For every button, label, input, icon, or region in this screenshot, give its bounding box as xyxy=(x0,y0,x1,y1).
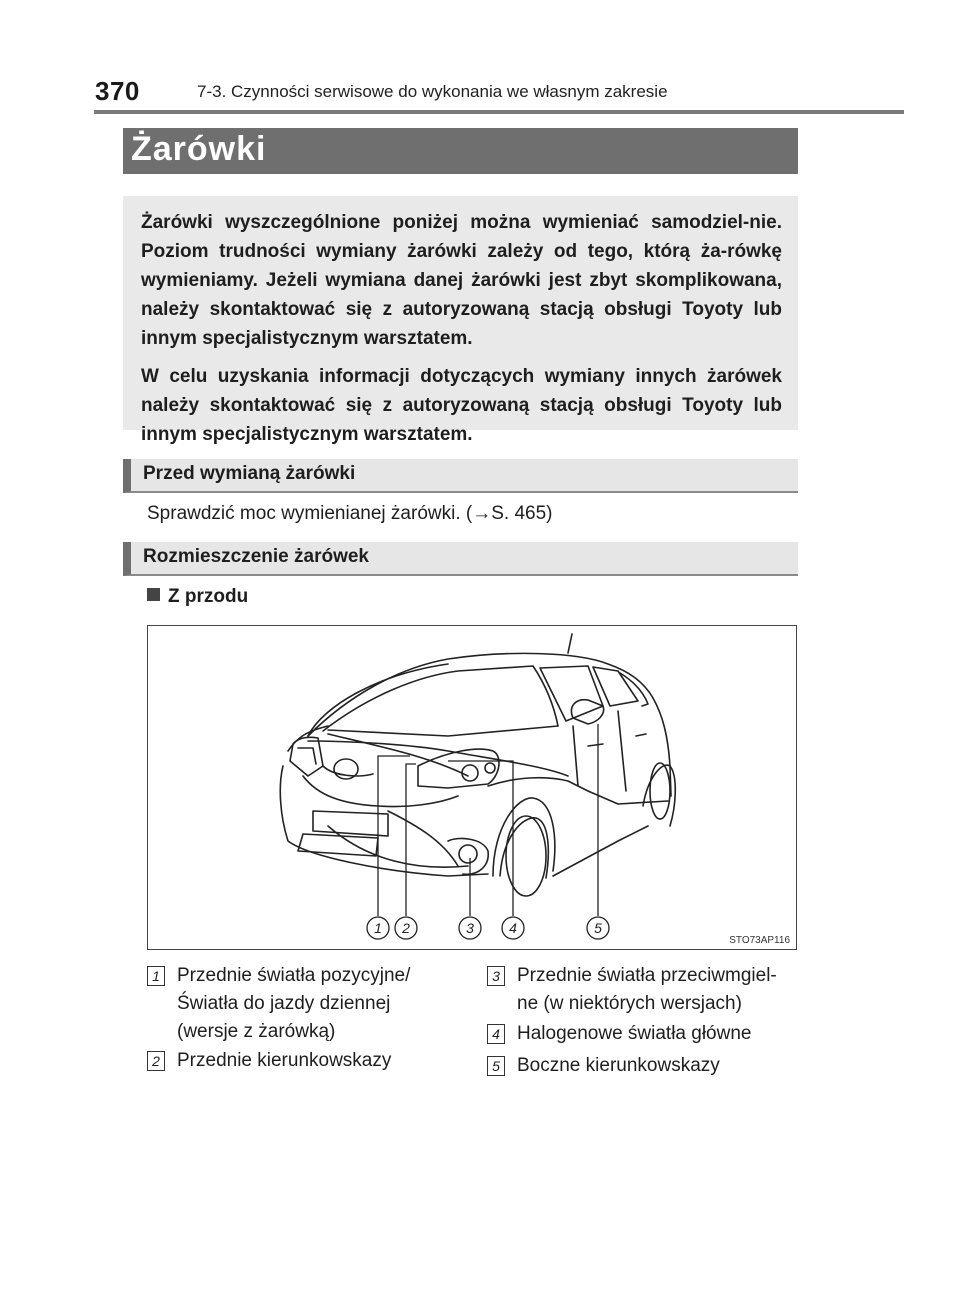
section-heading-label: Rozmieszczenie żarówek xyxy=(143,546,369,567)
section-heading-bulb-locations xyxy=(123,542,798,576)
callout-label: 1 xyxy=(374,920,382,936)
legend-text-line: Halogenowe światła główne xyxy=(517,1023,752,1044)
page-title: Żarówki xyxy=(131,130,267,168)
intro-box xyxy=(123,196,798,445)
subheading-label: Z przodu xyxy=(168,586,249,607)
legend-text-line: Przednie kierunkowskazy xyxy=(177,1050,392,1071)
legend-number: 2 xyxy=(147,1051,165,1071)
section-heading-label: Przed wymianą żarówki xyxy=(143,463,356,484)
legend-number: 1 xyxy=(147,966,165,986)
car-illustration xyxy=(148,626,798,951)
legend-number: 3 xyxy=(487,966,505,986)
callout-label: 5 xyxy=(594,920,602,936)
legend-number: 5 xyxy=(487,1056,505,1076)
legend-number: 4 xyxy=(487,1024,505,1044)
intro-paragraph-2: W celu uzyskania informacji dotyczących wymiany innych żarówek należy skontaktować się z autoryzowaną stacją obsługi Toyoty lub innym specjalistycznym warsztatem. xyxy=(141,366,782,445)
legend-text-line: (wersje z żarówką) xyxy=(177,1021,336,1042)
legend-text-line: ne (w niektórych wersjach) xyxy=(517,993,742,1014)
title-banner xyxy=(123,128,798,174)
legend-text-line: Boczne kierunkowskazy xyxy=(517,1055,720,1076)
car-front-figure xyxy=(147,625,797,950)
callout-label: 3 xyxy=(466,920,474,936)
chapter-title: 7-3. Czynności serwisowe do wykonania we własnym zakresie xyxy=(197,82,668,101)
square-bullet-icon xyxy=(147,588,160,601)
header-divider xyxy=(94,110,904,114)
callout-label: 4 xyxy=(509,920,517,936)
section-heading-before-replacement xyxy=(123,459,798,493)
intro-paragraph-1: Żarówki wyszczególnione poniżej można wymieniać samodziel-nie. Poziom trudności wymiany żarówki zależy od tego, którą ża-rówkę wymieniamy. Jeżeli wymiana danej żarówki jest zbyt skomplikowana, należy skontaktować się z autoryzowaną stacją obsługi Toyoty lub innym specjalistycznym warsztatem. xyxy=(141,212,782,349)
callout-label: 2 xyxy=(402,920,410,936)
legend-text-line: Światła do jazdy dziennej xyxy=(177,993,391,1014)
subheading-front xyxy=(147,586,248,608)
page-number: 370 xyxy=(95,76,140,106)
check-wattage-text: Sprawdzić moc wymienianej żarówki. (→S. 465) xyxy=(147,503,553,524)
legend-text-line: Przednie światła przeciwmgiel- xyxy=(517,965,777,986)
legend-text-line: Przednie światła pozycyjne/ xyxy=(177,965,411,986)
figure-code: STO73AP116 xyxy=(729,935,790,946)
